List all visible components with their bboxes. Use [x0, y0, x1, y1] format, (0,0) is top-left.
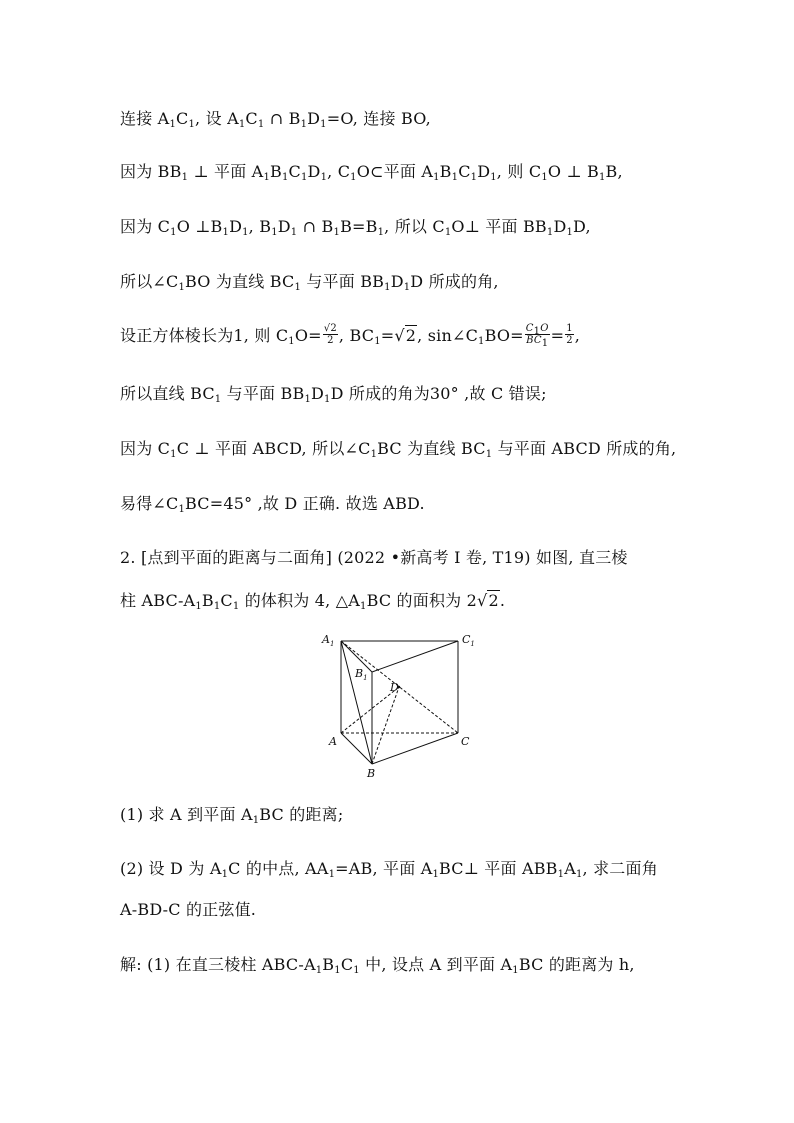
fraction-root2-over-2: $\frac{√2}{2}$ [323, 323, 337, 346]
text-line-4: 所以$\angle C_1BO$ 为直线 $BC_1$ 与平面 $BB_1D_1D$ 所成的角, [120, 272, 499, 293]
edge-b1-c1 [372, 641, 458, 672]
label-c1: $C_1$ [462, 633, 475, 648]
text-line-5: 设正方体棱长为1, 则 $C_1O=$ $\frac{√2}{2}$ , $BC_1=√2$, $\sin\angle C_1BO=$ $\frac{C_1O}{BC_1}$ = $\frac{1}{2}$ , [120, 323, 581, 349]
line-a1-b [341, 641, 372, 764]
fraction-c1o-over-bc1: $\frac{C_1O}{BC_1}$ [525, 323, 549, 349]
text-line-1: 连接 $A_1C_1$, 设 $A_1C_1$ ∩ $B_1D_1=O$, 连接 BO, [120, 109, 431, 130]
text-line-8: 易得$\angle C_1BC=45^\circ$ ,故 D 正确. 故选 ABD. [120, 494, 425, 515]
label-c: C [461, 735, 470, 748]
edge-b-c [372, 733, 458, 764]
text-line-2: 因为 $BB_1$ ⊥ 平面 $A_1B_1C_1D_1$, $C_1O\subset$平面 $A_1B_1C_1D_1$, 则 $C_1O$ ⊥ $B_1B$, [120, 162, 623, 183]
problem-2-heading: 2. [点到平面的距离与二面角] (2022 •新高考 Ⅰ 卷, T19) 如图, 直三棱 [120, 548, 628, 567]
text-line-10: 柱 ABC-$A_1B_1C_1$ 的体积为 4, $\triangle A_1BC$ 的面积为 2√2. [120, 591, 506, 612]
prism-figure [315, 628, 475, 778]
text-line-3: 因为 $C_1O$ $\perp B_1D_1$, $B_1D_1$ ∩ $B_1B=B_1$, 所以 $C_1O\perp$ 平面 $BB_1D_1D$, [120, 217, 591, 238]
text-line-6: 所以直线 $BC_1$ 与平面 $BB_1D_1D$ 所成的角为30° ,故 C 错误; [120, 384, 547, 405]
label-b1: $B_1$ [355, 667, 368, 682]
fraction-one-half: $\frac{1}{2}$ [566, 323, 573, 346]
edge-a-b [341, 733, 372, 764]
question-2: (2) 设 D 为 $A_1C$ 的中点, $AA_1=AB$, 平面 $A_1BC\perp$ 平面 $ABB_1A_1$, 求二面角 [120, 859, 658, 880]
sqrt-2-area: √2 [477, 591, 499, 610]
label-d: D [390, 681, 399, 694]
question-1: (1) 求 A 到平面 $A_1BC$ 的距离; [120, 805, 344, 826]
label-a: A [329, 735, 337, 748]
solution-line: 解: (1) 在直三棱柱 ABC-$A_1B_1C_1$ 中, 设点 A 到平面 $A_1BC$ 的距离为 h, [120, 955, 635, 976]
label-a1: $A_1$ [322, 633, 335, 648]
question-2-cont: A-BD-C 的正弦值. [120, 900, 257, 919]
line-b-d [372, 687, 399, 764]
text-line-7: 因为 $C_1C$ ⊥ 平面 ABCD, 所以$\angle C_1BC$ 为直线 $BC_1$ 与平面 ABCD 所成的角, [120, 439, 677, 460]
label-b: B [367, 767, 376, 778]
sqrt-2: √2 [394, 326, 417, 345]
